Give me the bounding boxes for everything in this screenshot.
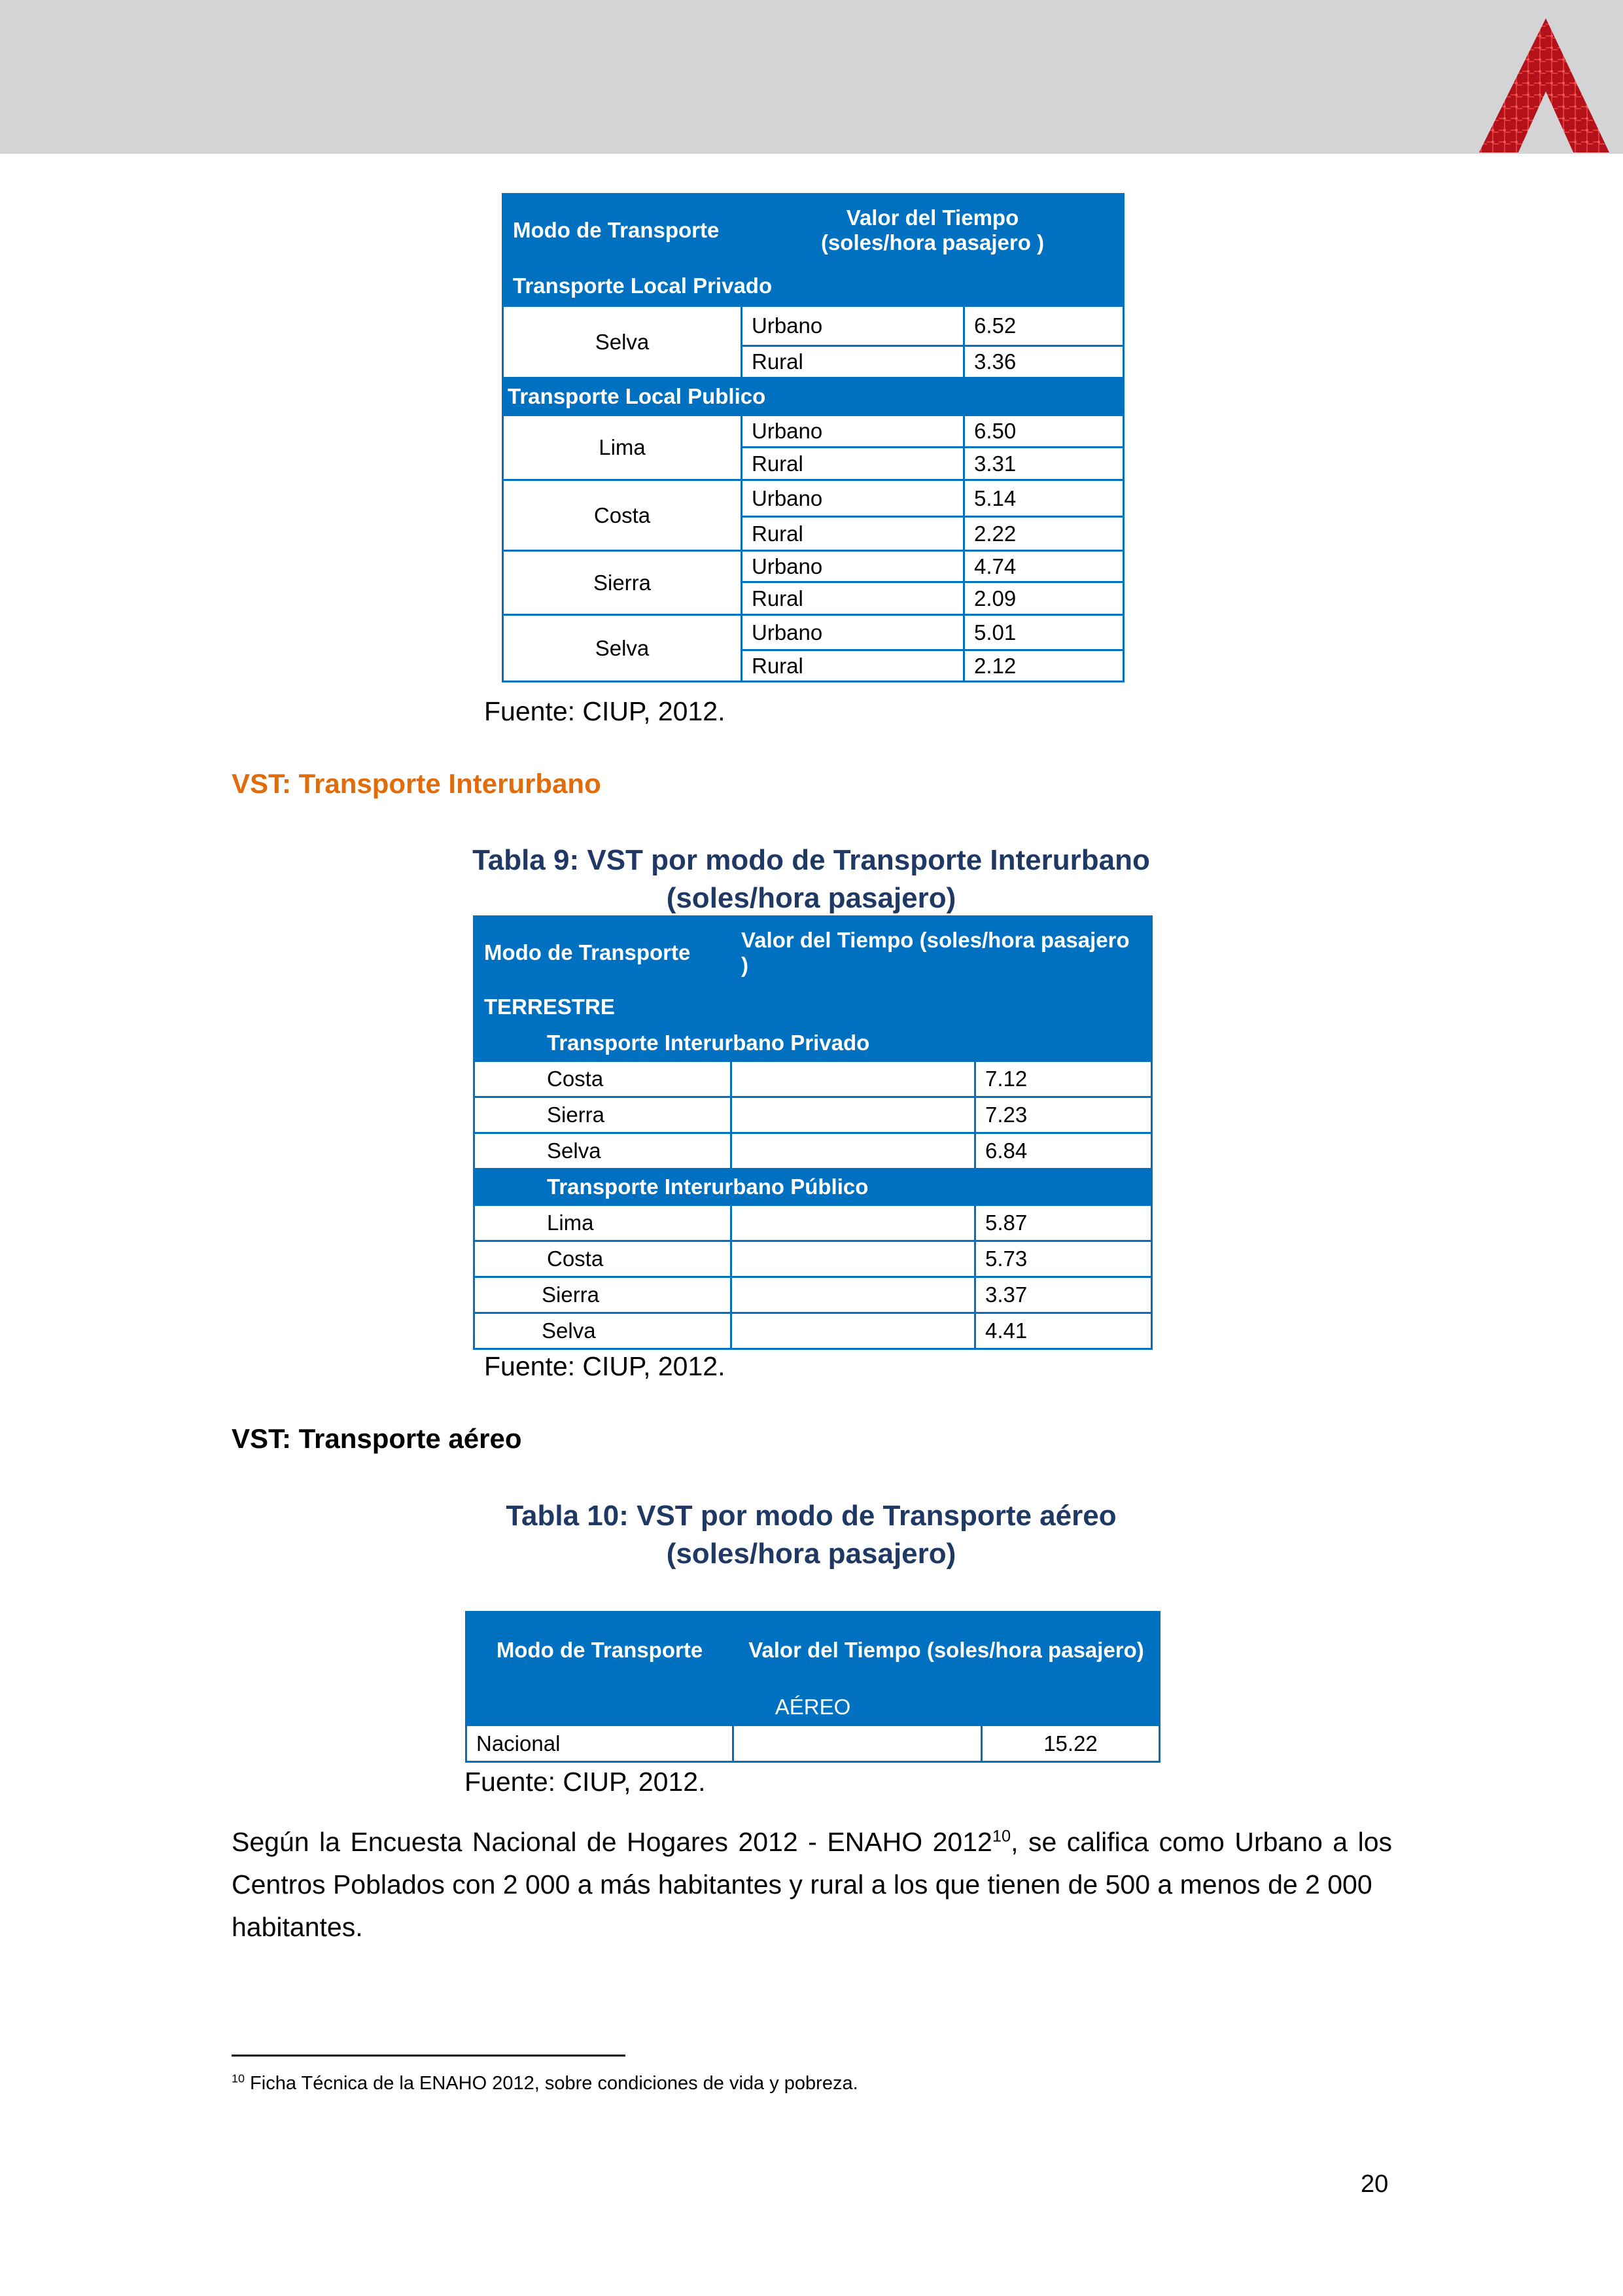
footnote-separator [232, 2055, 625, 2057]
table-cell-type: Urbano [742, 306, 964, 346]
table-cell-empty [731, 1133, 975, 1169]
table-cell-value: 6.50 [964, 415, 1124, 448]
logo-icon [1475, 18, 1613, 156]
table-cell-empty [731, 1097, 975, 1133]
col-header-value: Valor del Tiempo (soles/hora pasajero ) [731, 917, 1152, 989]
table-cell-value: 7.12 [975, 1061, 1152, 1097]
table-cell-value: 5.14 [964, 480, 1124, 517]
table-caption-line1: Tabla 9: VST por modo de Transporte Interurbano [472, 844, 1150, 876]
table-cell-empty [731, 1277, 975, 1313]
table-cell-value: 3.31 [964, 448, 1124, 480]
table-cell-value: 15.22 [982, 1725, 1160, 1762]
table-cell-type: Urbano [742, 615, 964, 650]
table-cell-value: 2.09 [964, 582, 1124, 615]
section-header-interurban-public: Transporte Interurbano Público [474, 1169, 1152, 1205]
section-heading-aereo: VST: Transporte aéreo [232, 1423, 522, 1454]
table-cell-value: 7.23 [975, 1097, 1152, 1133]
table-row-region: Lima [474, 1205, 731, 1241]
header-band [0, 0, 1623, 154]
table-cell-value: 4.74 [964, 551, 1124, 582]
table-cell-empty [733, 1725, 982, 1762]
table-cell-value: 5.73 [975, 1241, 1152, 1277]
table-caption-line2: (soles/hora pasajero) [666, 882, 956, 914]
section-header-interurban-private: Transporte Interurbano Privado [474, 1025, 1152, 1061]
table-row-region: Sierra [474, 1277, 731, 1313]
table-cell-type: Rural [742, 650, 964, 682]
table-caption-line1: Tabla 10: VST por modo de Transporte aéreo [506, 1500, 1117, 1532]
col-header-value: Valor del Tiempo (soles/hora pasajero) [733, 1612, 1160, 1689]
page-number: 20 [1361, 2170, 1389, 2198]
table-row-region: Selva [503, 306, 742, 378]
table-cell-value: 2.22 [964, 517, 1124, 551]
table-cell-type: Urbano [742, 415, 964, 448]
table-interurban-transport [473, 915, 1153, 1350]
table-row-region: Lima [503, 415, 742, 480]
group-header-aereo: AÉREO [466, 1689, 1160, 1725]
table-row-region: Costa [474, 1241, 731, 1277]
paragraph-last-line: habitantes. [232, 1912, 363, 1942]
body-paragraph [232, 1821, 1392, 1949]
table-source: Fuente: CIUP, 2012. [484, 1351, 725, 1381]
footnote-text: Ficha Técnica de la ENAHO 2012, sobre condiciones de vida y pobreza. [245, 2073, 858, 2094]
section-header-local-private: Transporte Local Privado [503, 266, 1124, 306]
table-caption-line2: (soles/hora pasajero) [666, 1538, 956, 1570]
table-row-region: Costa [474, 1061, 731, 1097]
col-header-mode: Modo de Transporte [503, 194, 742, 266]
footnote [232, 2073, 858, 2094]
col-header-value [742, 194, 1124, 266]
col-header-mode: Modo de Transporte [466, 1612, 733, 1689]
paragraph-text-cont: , se califica como Urbano a los Centros Poblados con 2 000 a más habitantes y rural a los que tienen de 500 a menos de 2 000 [232, 1827, 1392, 1899]
table-cell-type: Rural [742, 517, 964, 551]
table-local-transport [502, 193, 1125, 682]
section-heading-interurbano: VST: Transporte Interurbano [232, 768, 601, 799]
table-row-region: Selva [503, 615, 742, 682]
table-cell-empty [731, 1313, 975, 1349]
table-cell-value: 5.87 [975, 1205, 1152, 1241]
table-cell-empty [731, 1241, 975, 1277]
table-air-transport [465, 1611, 1161, 1763]
col-header-value-line1: Valor del Tiempo [846, 205, 1019, 230]
table-row-region: Costa [503, 480, 742, 551]
table-caption [458, 1497, 1164, 1573]
col-header-mode: Modo de Transporte [474, 917, 731, 989]
table-row-region: Sierra [503, 551, 742, 615]
table-cell-type: Rural [742, 346, 964, 378]
paragraph-text: Según la Encuesta Nacional de Hogares 2012 - ENAHO 2012 [232, 1827, 992, 1857]
footnote-number: 10 [232, 2072, 245, 2085]
footnote-reference[interactable]: 10 [992, 1827, 1011, 1846]
table-cell-value: 4.41 [975, 1313, 1152, 1349]
table-cell-empty [731, 1061, 975, 1097]
table-row-label: Nacional [466, 1725, 733, 1762]
table-row-region: Sierra [474, 1097, 731, 1133]
table-cell-type: Urbano [742, 480, 964, 517]
table-cell-type: Rural [742, 448, 964, 480]
table-cell-type: Urbano [742, 551, 964, 582]
col-header-value-line2: (soles/hora pasajero ) [820, 230, 1045, 255]
table-cell-value: 5.01 [964, 615, 1124, 650]
table-cell-type: Rural [742, 582, 964, 615]
table-row-region: Selva [474, 1133, 731, 1169]
table-cell-value: 2.12 [964, 650, 1124, 682]
table-source: Fuente: CIUP, 2012. [484, 696, 725, 726]
table-caption [458, 841, 1164, 917]
table-cell-value: 3.36 [964, 346, 1124, 378]
table-row-region: Selva [474, 1313, 731, 1349]
table-cell-empty [731, 1205, 975, 1241]
table-source: Fuente: CIUP, 2012. [464, 1767, 706, 1797]
table-cell-value: 3.37 [975, 1277, 1152, 1313]
group-header-terrestre: TERRESTRE [474, 989, 1152, 1025]
table-cell-value: 6.84 [975, 1133, 1152, 1169]
table-cell-value: 6.52 [964, 306, 1124, 346]
section-header-local-public: Transporte Local Publico [503, 378, 1124, 415]
